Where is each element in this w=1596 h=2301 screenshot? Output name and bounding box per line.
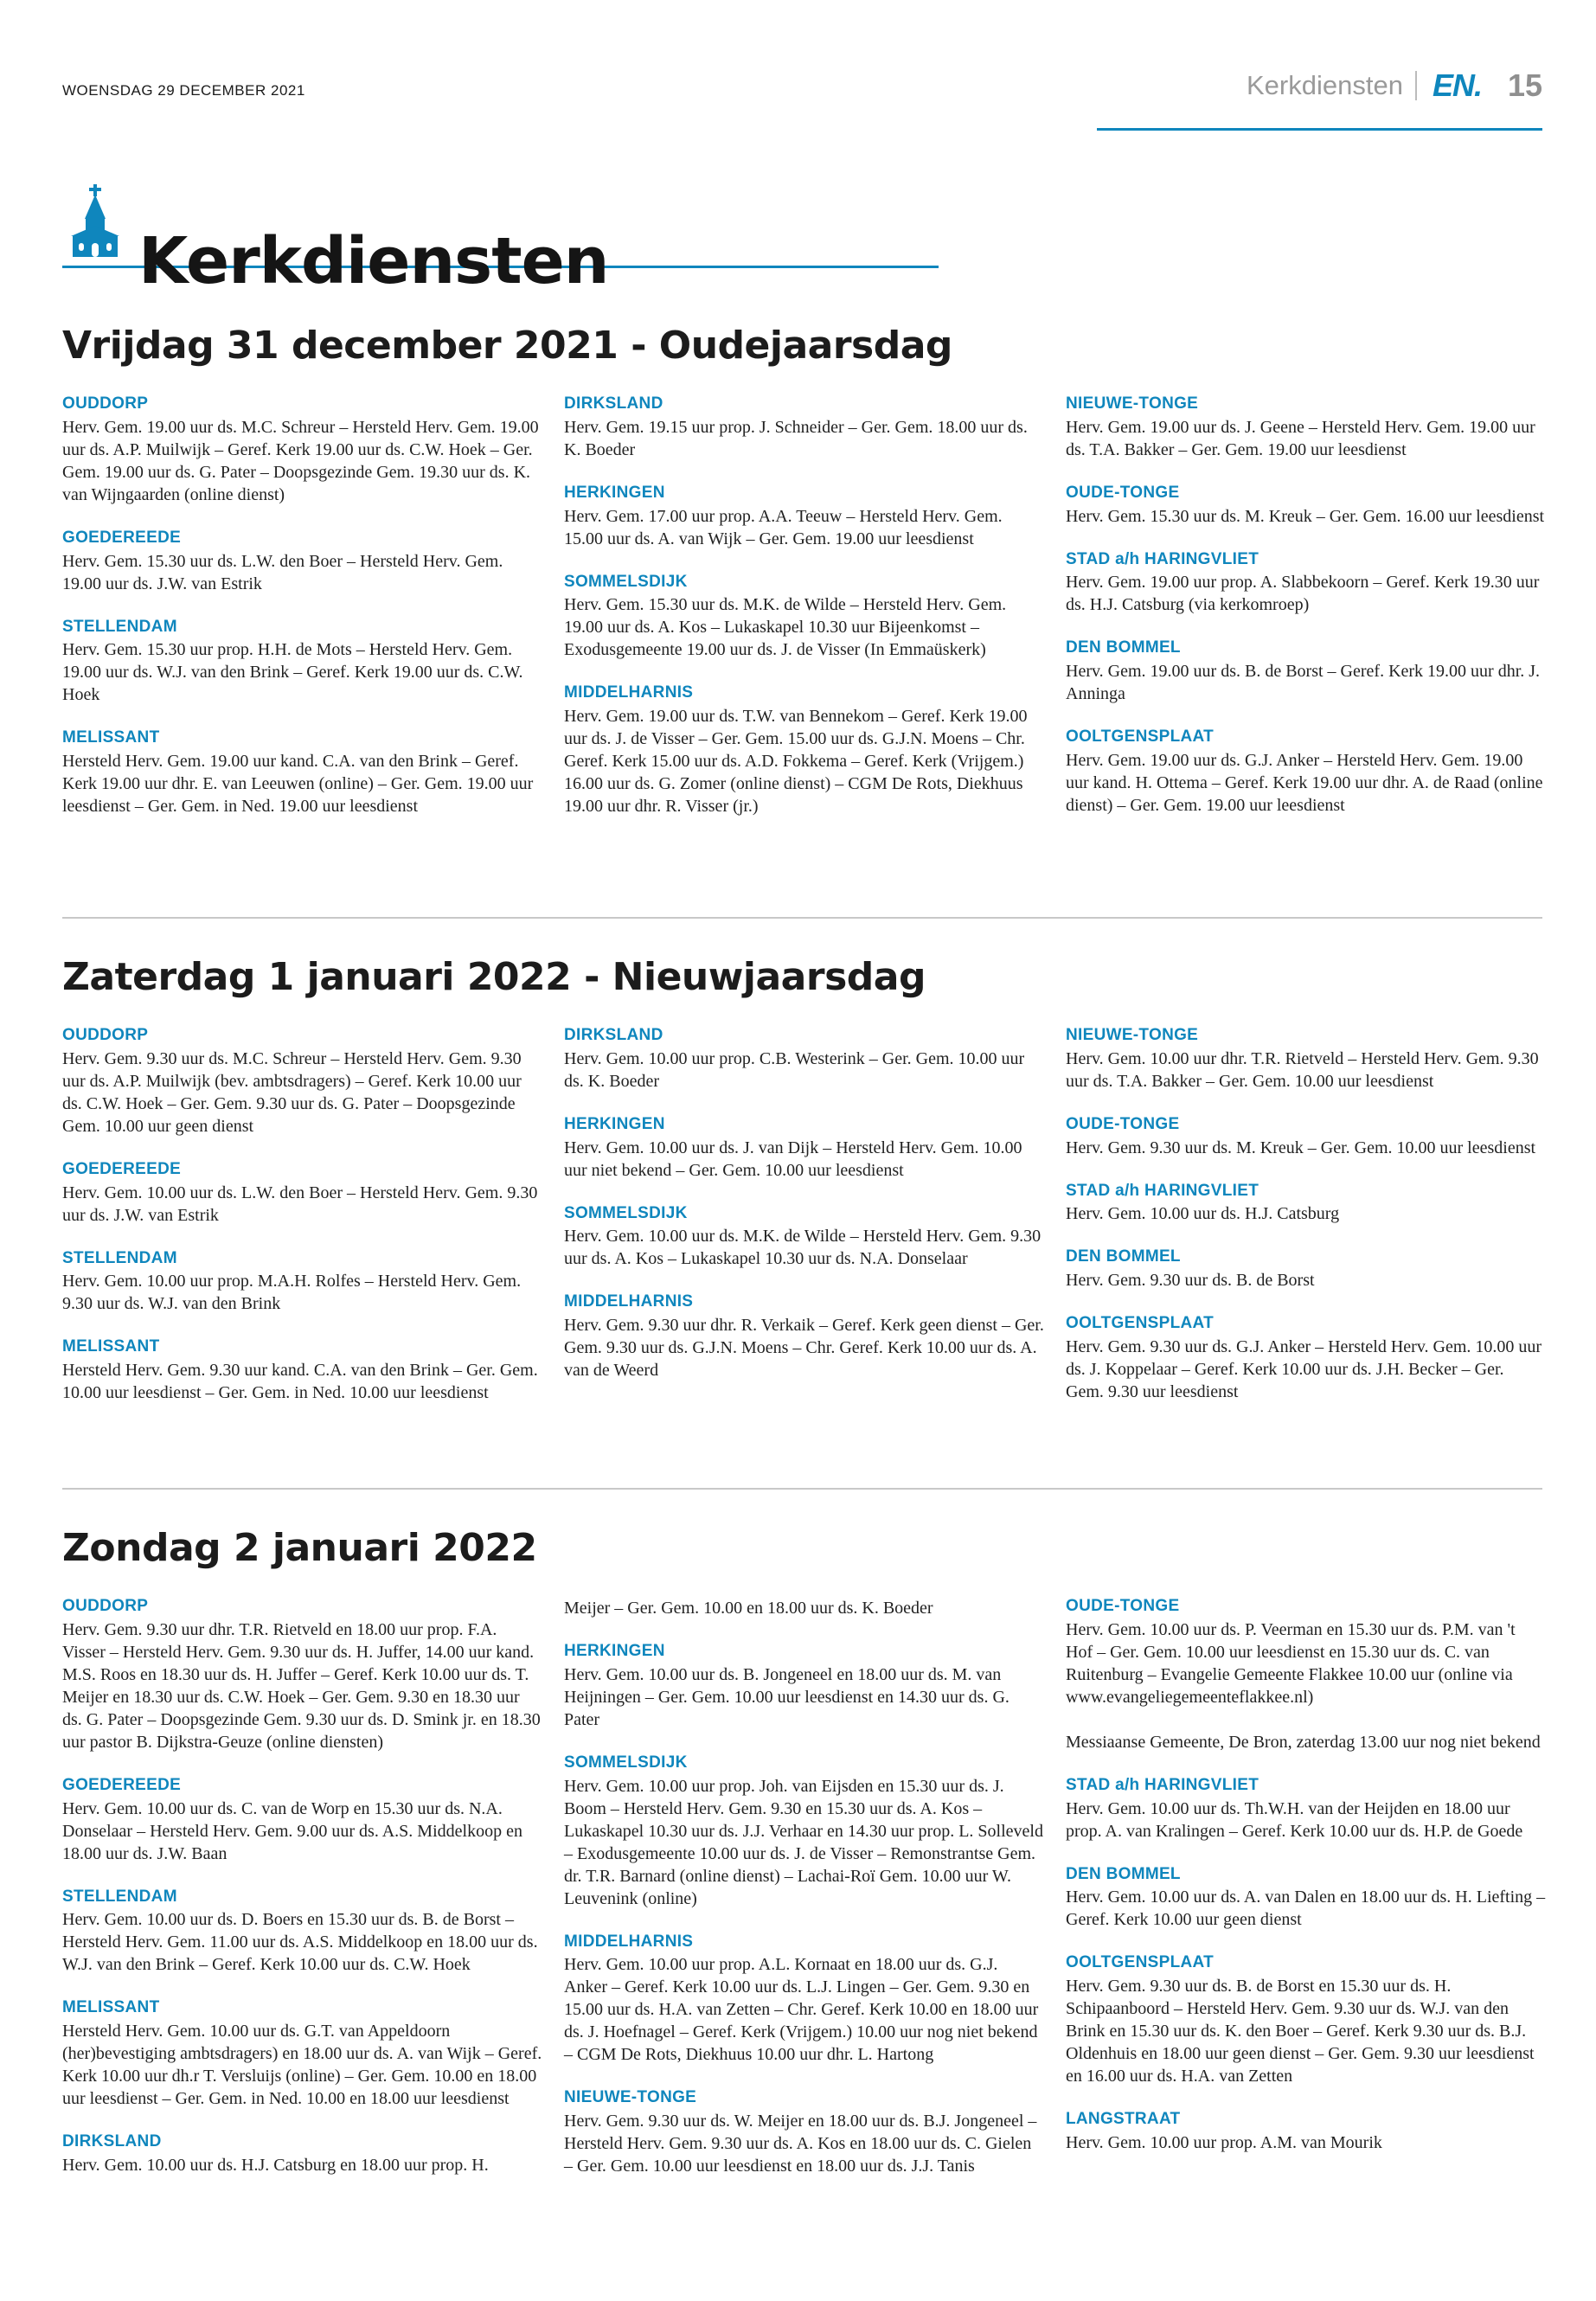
service-list: Herv. Gem. 10.00 uur ds. P. Veerman en 15.30 uur ds. P.M. van 't Hof – Ger. Gem. 10.00 uur leesdienst en 15.30 uur ds. C. van Ruitenburg – Evangelie Gemeente Flakkee 10.00 uur (online via www.evangeliegemeenteflakkee.nl) xyxy=(1066,1619,1516,1707)
place-name: OUDE-TONGE xyxy=(1066,1114,1180,1133)
service-list: Herv. Gem. 19.00 uur ds. J. Geene – Hersteld Herv. Gem. 19.00 uur ds. T.A. Bakker – Ger. Gem. 19.00 uur leesdienst xyxy=(1066,417,1535,459)
service-list: Hersteld Herv. Gem. 10.00 uur ds. G.T. van Appeldoorn (her)bevestiging ambtsdragers) en 18.00 uur ds. A. van Wijk – Geref. Kerk 10.00 uur dh.r T. Versluijs (online) – Ger. Gem. 10.00 en 18.00 uur leesdienst – Ger. Gem. in Ned. 10.00 en 18.00 uur leesdienst xyxy=(62,2022,542,2109)
place-name: HERKINGEN xyxy=(564,1642,665,1660)
place-name: GOEDEREEDE xyxy=(62,1159,182,1178)
place-name: MELISSANT xyxy=(62,1998,160,2017)
place-name: OUDDORP xyxy=(62,1597,149,1615)
day-title: Zaterdag 1 januari 2022 - Nieuwjaarsdag xyxy=(62,955,926,999)
service-list: Herv. Gem. 10.00 uur prop. M.A.H. Rolfes – Hersteld Herv. Gem. 9.30 uur ds. W.J. van den Brink xyxy=(62,1272,522,1314)
place-name: OUDDORP xyxy=(62,1026,149,1044)
service-list: Herv. Gem. 10.00 uur ds. D. Boers en 15.30 uur ds. B. de Borst – Hersteld Herv. Gem. 11.00 uur ds. A.S. Middelkoop en 18.00 uur ds. W.J. van den Brink – Geref. Kerk 10.00 uur ds. C.W. Hoek xyxy=(62,1910,538,1975)
service-list: Herv. Gem. 19.00 uur ds. M.C. Schreur – Hersteld Herv. Gem. 19.00 uur ds. A.P. Muilwijk – Geref. Kerk 19.00 uur ds. C.W. Hoek – Ger. Gem. 19.00 uur ds. G. Pater – Doopsgezinde Gem. 19.30 uur ds. K. van Wijngaarden (online dienst) xyxy=(62,417,539,504)
column xyxy=(1066,1026,1546,1426)
place-name: SOMMELSDIJK xyxy=(564,1753,688,1772)
place-name: DIRKSLAND xyxy=(564,394,663,413)
place-name: NIEUWE-TONGE xyxy=(564,2088,697,2107)
place-name: OUDE-TONGE xyxy=(1066,1597,1180,1615)
place-name: GOEDEREEDE xyxy=(62,1775,182,1794)
column xyxy=(62,1597,542,2199)
service-list: Messiaanse Gemeente, De Bron, zaterdag 13.00 uur nog niet bekend xyxy=(1066,1732,1541,1752)
column xyxy=(564,394,1044,840)
place-name: STAD a/h HARINGVLIET xyxy=(1066,549,1259,568)
place-name: DIRKSLAND xyxy=(62,2132,162,2151)
place-name: STAD a/h HARINGVLIET xyxy=(1066,1775,1259,1794)
column xyxy=(62,394,542,840)
place-name: MIDDELHARNIS xyxy=(564,1292,694,1311)
service-list: Herv. Gem. 10.00 uur prop. Joh. van Eijsden en 15.30 uur ds. J. Boom – Hersteld Herv. Gem. 9.30 en 15.30 uur ds. A. Kos – Lukaskapel 10.30 uur ds. J.J. Verhaar en 14.30 uur prop. L. Solleveld – Exodusgemeente 10.00 uur ds. J. de Visser – Remonstrantse Gem. dr. T.R. Barnard (online dienst) – Lachai-Roï Gem. 10.00 uur W. Leuvenink (online) xyxy=(564,1776,1043,1908)
service-list: Herv. Gem. 19.00 uur ds. B. de Borst – Geref. Kerk 19.00 uur dhr. J. Anninga xyxy=(1066,662,1541,704)
service-list: Herv. Gem. 10.00 uur prop. A.M. van Mourik xyxy=(1066,2132,1382,2152)
service-list: Herv. Gem. 9.30 uur dhr. T.R. Rietveld en 18.00 uur prop. F.A. Visser – Hersteld Herv. Gem. 9.30 uur ds. H. Juffer, 14.00 uur kand. M.S. Roos en 18.30 uur ds. H. Juffer – Geref. Kerk 10.00 uur ds. T. Meijer en 18.30 uur ds. C.W. Hoek – Ger. Gem. 9.30 en 18.30 uur ds. G. Pater – Doopsgezinde Gem. 9.30 uur ds. D. Smink jr. en 18.30 uur pastor B. Dijkstra-Geuze (online diensten) xyxy=(62,1619,541,1752)
place-name: OUDDORP xyxy=(62,394,149,413)
place-name: MELISSANT xyxy=(62,1337,160,1356)
header-rule xyxy=(1097,128,1542,131)
place-name: LANGSTRAAT xyxy=(1066,2110,1181,2129)
place-name: DEN BOMMEL xyxy=(1066,1247,1181,1266)
column xyxy=(62,1026,542,1426)
place-name: SOMMELSDIJK xyxy=(564,572,688,591)
service-list: Herv. Gem. 9.30 uur ds. W. Meijer en 18.00 uur ds. B.J. Jongeneel – Hersteld Herv. Gem. 9.30 uur ds. A. Kos en 18.00 uur ds. C. Gielen – Ger. Gem. 10.00 uur leesdienst en 18.00 uur ds. J.J. Tanis xyxy=(564,2112,1037,2176)
service-list: Herv. Gem. 10.00 uur ds. B. Jongeneel en 18.00 uur ds. M. van Heijningen – Ger. Gem. 10.00 uur leesdienst en 14.30 uur ds. G. Pater xyxy=(564,1664,1010,1729)
place-name: OOLTGENSPLAAT xyxy=(1066,1314,1215,1333)
service-list: Herv. Gem. 10.00 uur prop. C.B. Westerink – Ger. Gem. 10.00 uur ds. K. Boeder xyxy=(564,1048,1025,1091)
place-name: OOLTGENSPLAAT xyxy=(1066,727,1215,747)
service-list: Herv. Gem. 10.00 uur ds. H.J. Catsburg en 18.00 uur prop. H. xyxy=(62,2155,489,2175)
place-name: DEN BOMMEL xyxy=(1066,638,1181,657)
service-list: Herv. Gem. 15.30 uur prop. H.H. de Mots – Hersteld Herv. Gem. 19.00 uur ds. W.J. van den Brink – Geref. Kerk 19.00 uur ds. C.W. Hoek xyxy=(62,640,523,705)
service-list: Hersteld Herv. Gem. 19.00 uur kand. C.A. van den Brink – Geref. Kerk 19.00 uur dhr. E. van Leeuwen (online) – Ger. Gem. 19.00 uur leesdienst – Ger. Gem. in Ned. 19.00 uur leesdienst xyxy=(62,752,534,817)
page-title: Kerkdiensten xyxy=(138,223,609,298)
service-list: Herv. Gem. 19.00 uur ds. G.J. Anker – Hersteld Herv. Gem. 19.00 uur kand. H. Ottema – Geref. Kerk 19.00 uur dhr. A. de Raad (online dienst) – Ger. Gem. 19.00 uur leesdienst xyxy=(1066,750,1543,815)
service-list: Herv. Gem. 10.00 uur ds. M.K. de Wilde – Hersteld Herv. Gem. 9.30 uur ds. A. Kos – Lukaskapel 10.30 uur ds. N.A. Donselaar xyxy=(564,1227,1042,1269)
place-name: OOLTGENSPLAAT xyxy=(1066,1953,1215,1972)
place-name: HERKINGEN xyxy=(564,483,665,502)
service-list: Herv. Gem. 10.00 uur ds. L.W. den Boer – Hersteld Herv. Gem. 9.30 uur ds. J.W. van Estrik xyxy=(62,1183,538,1225)
column xyxy=(564,1026,1044,1404)
service-list: Meijer – Ger. Gem. 10.00 en 18.00 uur ds. K. Boeder xyxy=(564,1599,933,1618)
newspaper-logo: EN. xyxy=(1432,67,1482,103)
service-list: Herv. Gem. 15.30 uur ds. L.W. den Boer – Hersteld Herv. Gem. 19.00 uur ds. J.W. van Estrik xyxy=(62,551,503,593)
day-title: Vrijdag 31 december 2021 - Oudejaarsdag xyxy=(62,324,952,368)
service-list: Herv. Gem. 9.30 uur ds. B. de Borst en 15.30 uur ds. H. Schipaanboord – Hersteld Herv. Gem. 9.30 uur ds. W.J. van den Brink en 15.30 uur ds. K. den Boer – Geref. Kerk 9.30 uur ds. B.J. Oldenhuis en 18.00 uur geen dienst – Ger. Gem. 9.30 uur leesdienst en 16.00 uur ds. H.A. van Zetten xyxy=(1066,1977,1535,2086)
place-name: STELLENDAM xyxy=(62,617,177,636)
place-name: STAD a/h HARINGVLIET xyxy=(1066,1181,1259,1200)
header-separator xyxy=(1415,71,1417,100)
service-list: Herv. Gem. 10.00 uur ds. J. van Dijk – Hersteld Herv. Gem. 10.00 uur niet bekend – Ger. Gem. 10.00 uur leesdienst xyxy=(564,1138,1022,1180)
section-divider xyxy=(62,917,1542,919)
church-icon xyxy=(67,184,123,261)
place-name: HERKINGEN xyxy=(564,1114,665,1133)
section-divider xyxy=(62,1488,1542,1490)
service-list: Herv. Gem. 10.00 uur ds. C. van de Worp en 15.30 uur ds. N.A. Donselaar – Hersteld Herv. Gem. 9.00 uur ds. A.S. Middelkoop en 18.00 uur ds. J.W. Baan xyxy=(62,1798,522,1863)
service-list: Herv. Gem. 17.00 uur prop. A.A. Teeuw – Hersteld Herv. Gem. 15.00 uur ds. A. van Wijk – Ger. Gem. 19.00 uur leesdienst xyxy=(564,506,1003,548)
place-name: NIEUWE-TONGE xyxy=(1066,394,1199,413)
service-list: Herv. Gem. 9.30 uur dhr. R. Verkaik – Geref. Kerk geen dienst – Ger. Gem. 9.30 uur ds. G.J.N. Moens – Chr. Geref. Kerk 10.00 uur ds. A. van de Weerd xyxy=(564,1316,1044,1381)
section-name: Kerkdiensten xyxy=(1246,70,1403,100)
place-name: GOEDEREEDE xyxy=(62,528,182,547)
service-list: Herv. Gem. 9.30 uur ds. B. de Borst xyxy=(1066,1271,1315,1291)
place-name: MIDDELHARNIS xyxy=(564,1932,694,1951)
service-list: Herv. Gem. 9.30 uur ds. G.J. Anker – Hersteld Herv. Gem. 10.00 uur ds. J. Koppelaar – Geref. Kerk 10.00 uur ds. J.H. Becker – Ger. Gem. 9.30 uur leesdienst xyxy=(1066,1336,1542,1401)
place-name: NIEUWE-TONGE xyxy=(1066,1026,1199,1044)
service-list: Hersteld Herv. Gem. 9.30 uur kand. C.A. van den Brink – Ger. Gem. 10.00 uur leesdienst – Ger. Gem. in Ned. 10.00 uur leesdienst xyxy=(62,1361,538,1403)
place-name: MELISSANT xyxy=(62,728,160,747)
day-section xyxy=(62,1526,1546,2176)
page-number: 15 xyxy=(1507,67,1542,103)
place-name: DEN BOMMEL xyxy=(1066,1864,1181,1883)
place-name: OUDE-TONGE xyxy=(1066,483,1180,502)
service-list: Herv. Gem. 9.30 uur ds. M.C. Schreur – Hersteld Herv. Gem. 9.30 uur ds. A.P. Muilwijk (bev. ambtsdragers) – Geref. Kerk 10.00 uur ds. C.W. Hoek – Ger. Gem. 9.30 uur ds. G. Pater – Doopsgezinde Gem. 10.00 uur geen dienst xyxy=(62,1048,522,1136)
issue-date: WOENSDAG 29 DECEMBER 2021 xyxy=(62,82,305,99)
place-name: DIRKSLAND xyxy=(564,1026,663,1044)
service-list: Herv. Gem. 10.00 uur ds. A. van Dalen en 18.00 uur ds. H. Liefting – Geref. Kerk 10.00 uur geen dienst xyxy=(1066,1888,1546,1930)
service-list: Herv. Gem. 10.00 uur prop. A.L. Kornaat en 18.00 uur ds. G.J. Anker – Geref. Kerk 10.00 uur ds. L.J. Lingen – Ger. Gem. 9.30 en 15.00 uur ds. H.A. van Zetten – Chr. Geref. Kerk 10.00 en 18.00 uur ds. J. Hoefnagel – Geref. Kerk (Vrijgem.) 10.00 uur nog niet bekend – CGM De Rots, Diekhuus 10.00 uur dhr. L. Hartong xyxy=(564,1955,1039,2065)
day-section xyxy=(62,324,1545,817)
day-section xyxy=(62,955,1542,1403)
column xyxy=(564,1597,1044,2200)
service-list: Herv. Gem. 19.15 uur prop. J. Schneider – Ger. Gem. 18.00 uur ds. K. Boeder xyxy=(564,417,1028,459)
service-list: Herv. Gem. 15.30 uur ds. M.K. de Wilde – Hersteld Herv. Gem. 19.00 uur ds. A. Kos – Lukaskapel 10.30 uur Bijeenkomst – Exodusgemeente 19.00 uur ds. J. de Visser (In Emmaüskerk) xyxy=(564,595,1007,660)
service-list: Herv. Gem. 19.00 uur prop. A. Slabbekoorn – Geref. Kerk 19.30 uur ds. H.J. Catsburg (via kerkomroep) xyxy=(1066,573,1540,615)
place-name: SOMMELSDIJK xyxy=(564,1203,688,1222)
place-name: MIDDELHARNIS xyxy=(564,683,694,702)
page-header xyxy=(1247,67,1542,104)
service-list: Herv. Gem. 19.00 uur ds. T.W. van Bennekom – Geref. Kerk 19.00 uur ds. J. de Visser – Ger. Gem. 15.00 uur ds. G.J.N. Moens – Chr. Geref. Kerk 15.00 uur ds. A.D. Fokkema – Geref. Kerk (Vrijgem.) 16.00 uur ds. G. Zomer (online dienst) – CGM De Rots, Diekhuus 19.00 uur dhr. R. Visser (jr.) xyxy=(564,707,1028,817)
column xyxy=(1066,1597,1546,2176)
service-list: Herv. Gem. 10.00 uur ds. Th.W.H. van der Heijden en 18.00 uur prop. A. van Kralingen – Geref. Kerk 10.00 uur ds. H.P. de Goede xyxy=(1066,1798,1523,1841)
column xyxy=(1066,394,1546,839)
day-title: Zondag 2 januari 2022 xyxy=(62,1526,537,1570)
service-list: Herv. Gem. 9.30 uur ds. M. Kreuk – Ger. Gem. 10.00 uur leesdienst xyxy=(1066,1138,1536,1157)
service-list: Herv. Gem. 15.30 uur ds. M. Kreuk – Ger. Gem. 16.00 uur leesdienst xyxy=(1066,506,1545,526)
service-list: Herv. Gem. 10.00 uur ds. H.J. Catsburg xyxy=(1066,1204,1340,1224)
page-title-block xyxy=(62,177,939,298)
place-name: STELLENDAM xyxy=(62,1248,177,1267)
service-list: Herv. Gem. 10.00 uur dhr. T.R. Rietveld – Hersteld Herv. Gem. 9.30 uur ds. T.A. Bakker – Ger. Gem. 10.00 uur leesdienst xyxy=(1066,1048,1539,1091)
place-name: STELLENDAM xyxy=(62,1887,177,1906)
